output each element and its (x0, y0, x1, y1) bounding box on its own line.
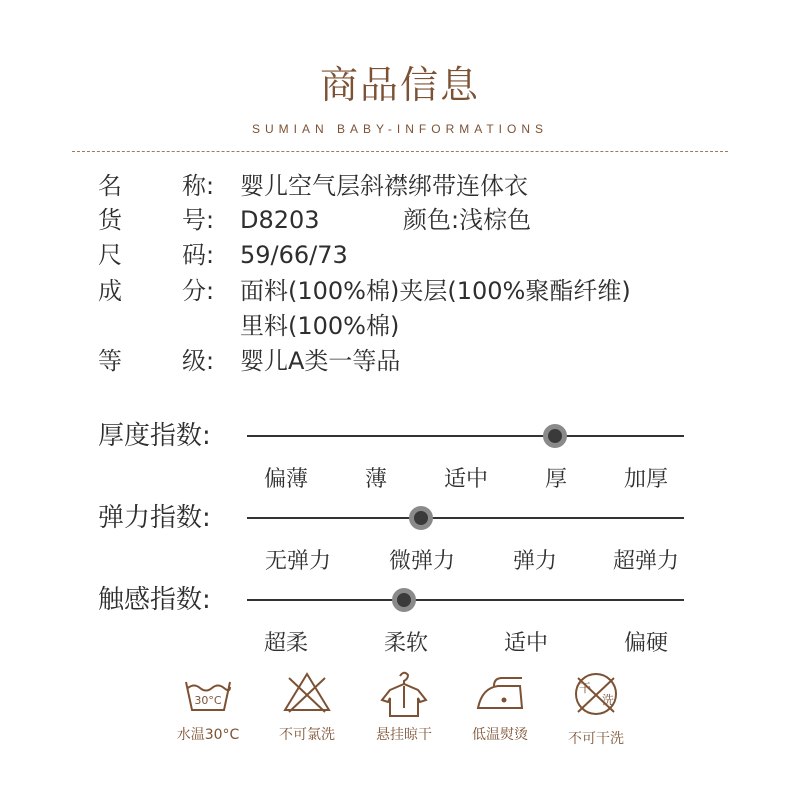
scale-option: 超柔 (263, 631, 309, 656)
care-label: 低温熨烫 (472, 727, 528, 743)
info-label: 尺 (98, 241, 122, 269)
scale-option: 偏硬 (623, 631, 669, 656)
scale-option: 偏薄 (263, 467, 309, 492)
dry-clean-char-left: 干 (578, 681, 592, 695)
scale-option: 无弹力 (264, 549, 332, 574)
scale-option: 厚 (544, 467, 568, 492)
scale-option: 微弹力 (388, 549, 456, 574)
info-label: 称: (182, 172, 215, 200)
scale-knob (543, 424, 567, 448)
no-bleach-icon (279, 668, 335, 718)
color-label (403, 203, 531, 237)
info-label: 分: (182, 277, 215, 305)
scale-knob (409, 506, 433, 530)
info-label: 成 (98, 277, 122, 305)
page-subtitle: SUMIAN BABY-INFORMATIONS (251, 122, 549, 136)
info-value: 59/66/73 (240, 241, 348, 269)
info-label: 级: (182, 347, 215, 375)
iron-low-icon (470, 668, 530, 718)
scale-title: 触感指数: (98, 585, 211, 615)
scale-title: 弹力指数: (98, 503, 211, 533)
scale-line (247, 599, 684, 601)
no-dry-clean-icon (568, 668, 624, 724)
care-hang-dry (354, 668, 454, 748)
info-label: 货 (98, 206, 122, 234)
scale-line (247, 517, 684, 519)
page-title: 商品信息 (319, 63, 480, 107)
info-value: D8203 (240, 206, 320, 234)
dry-clean-char-right: 洗 (601, 693, 615, 707)
elasticity-scale (0, 500, 800, 574)
dashed-divider (72, 151, 728, 152)
care-no-bleach (257, 668, 357, 748)
care-label: 水温30°C (176, 727, 240, 743)
info-label: 码: (182, 241, 215, 269)
scale-option: 超弹力 (612, 549, 680, 574)
info-value: 婴儿A类一等品 (240, 347, 401, 375)
info-value: 里料(100%棉) (240, 312, 400, 340)
scale-line (247, 435, 684, 437)
scale-option: 适中 (443, 467, 489, 492)
scale-option: 柔软 (383, 631, 429, 656)
hang-dry-icon (376, 668, 432, 718)
care-wash (158, 668, 258, 748)
info-value: 面料(100%棉)夹层(100%聚酯纤维) (240, 277, 631, 305)
care-label: 不可氯洗 (279, 727, 335, 743)
scale-title: 厚度指数: (98, 421, 211, 451)
touch-scale (0, 582, 800, 656)
care-label: 悬挂晾干 (376, 727, 432, 743)
scale-knob (392, 588, 416, 612)
scale-option: 加厚 (623, 467, 669, 492)
color-label-text: 颜色: (403, 206, 460, 234)
care-iron-low (450, 668, 550, 748)
info-label: 名 (98, 172, 122, 200)
scale-option: 薄 (364, 467, 388, 492)
info-label: 号: (182, 206, 215, 234)
care-label: 不可干洗 (568, 731, 624, 747)
thickness-scale (0, 418, 800, 492)
info-label: 等 (98, 347, 122, 375)
wash-30-icon (180, 668, 236, 718)
care-no-dry-clean (546, 668, 646, 748)
scale-option: 适中 (503, 631, 549, 656)
scale-option: 弹力 (512, 549, 558, 574)
color-value: 浅棕色 (459, 206, 532, 234)
info-value: 婴儿空气层斜襟绑带连体衣 (240, 172, 528, 200)
wash-temp-text: 30°C (194, 694, 222, 707)
